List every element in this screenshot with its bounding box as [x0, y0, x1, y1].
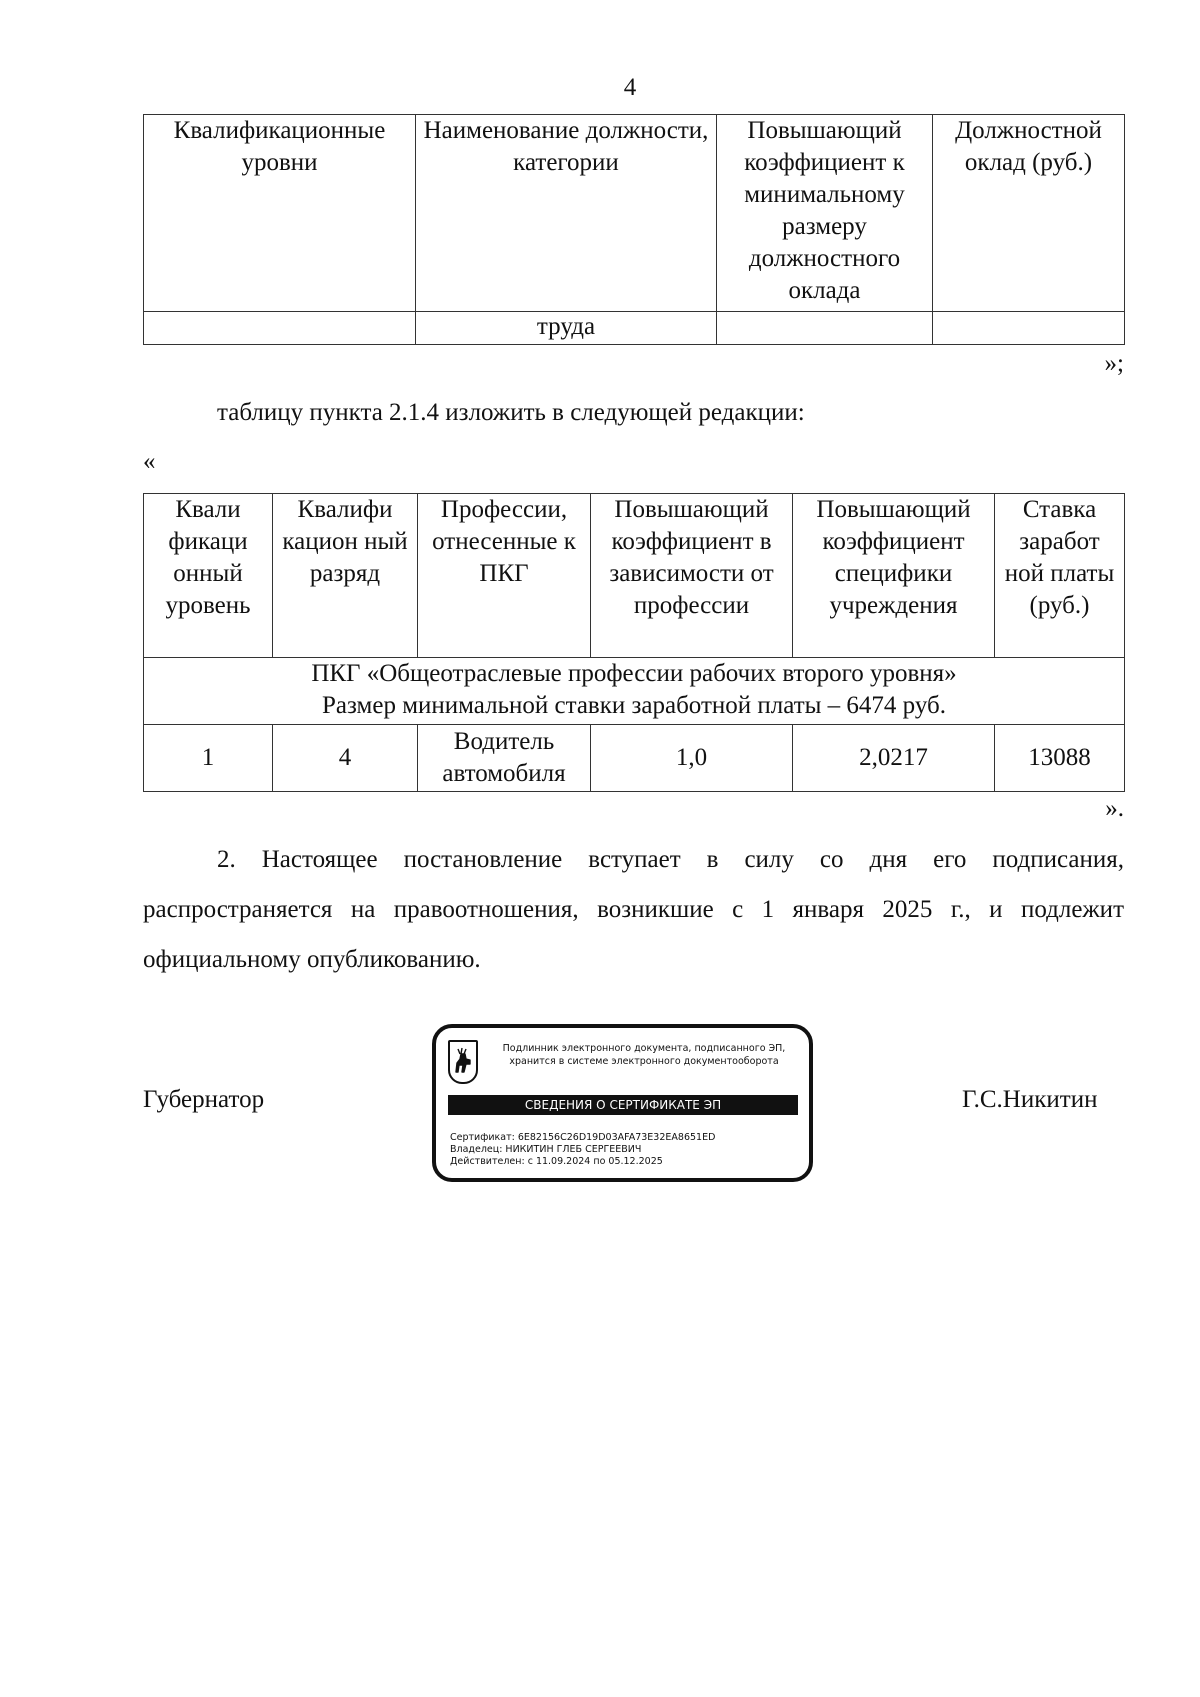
group-subtitle: Размер минимальной ставки заработной платы – 6474 руб.	[322, 692, 946, 719]
positions-table-fragment	[143, 114, 1125, 345]
table-cell: 13088	[995, 725, 1125, 792]
signer-title: Губернатор	[143, 1086, 265, 1113]
certificate-validity: Действителен: с 11.09.2024 по 05.12.2025	[450, 1156, 663, 1167]
table-cell: 2,0217	[793, 725, 995, 792]
group-cell	[144, 658, 1125, 725]
header-cell: Квалифи кацион ный разряд	[273, 494, 418, 658]
header-cell: Профессии, отнесенные к ПКГ	[418, 494, 591, 658]
stamp-banner: СВЕДЕНИЯ О СЕРТИФИКАТЕ ЭП	[448, 1095, 798, 1115]
table-header-row	[144, 115, 1125, 312]
table-cell: Водитель автомобиля	[418, 725, 591, 792]
table-cell: 4	[273, 725, 418, 792]
signature-stamp	[432, 1024, 813, 1182]
group-title: ПКГ «Общеотраслевые профессии рабочих второго уровня»	[311, 660, 957, 687]
table-row	[144, 312, 1125, 345]
header-cell: Повышающий коэффициент к минимальному размеру должностного оклада	[717, 115, 933, 312]
stamp-note-line: Подлинник электронного документа, подписанного ЭП,	[502, 1043, 786, 1054]
header-cell: Повышающий коэффициент в зависимости от профессии	[591, 494, 793, 658]
signer-name: Г.С.Никитин	[962, 1086, 1098, 1113]
header-cell: Квали фикаци онный уровень	[144, 494, 273, 658]
header-cell: Повышающий коэффициент специфики учреждения	[793, 494, 995, 658]
certificate-details	[450, 1132, 800, 1168]
closing-quote: ».	[1105, 795, 1124, 822]
header-cell: Должностной оклад (руб.)	[933, 115, 1125, 312]
header-cell: Квалификационные уровни	[144, 115, 416, 312]
table-cell: 1,0	[591, 725, 793, 792]
stamp-note-line: хранится в системе электронного документооборота	[509, 1056, 779, 1067]
page-number: 4	[623, 74, 637, 101]
table-cell	[144, 312, 416, 345]
header-cell: Ставка заработ ной платы (руб.)	[995, 494, 1125, 658]
closing-quote: »;	[1104, 350, 1124, 377]
wage-rates-table	[143, 493, 1125, 792]
paragraph: 2. Настоящее постановление вступает в силу со дня его подписания, распространяется на правоотношения, возникшие с 1 января 2025 г., и подлежит официальному опубликованию.	[143, 846, 1124, 973]
stamp-note	[484, 1042, 804, 1068]
certificate-owner: Владелец: НИКИТИН ГЛЕБ СЕРГЕЕВИЧ	[450, 1144, 642, 1155]
table-header-row	[144, 494, 1125, 658]
table-cell: труда	[416, 312, 717, 345]
group-row	[144, 658, 1125, 725]
instruction-text: таблицу пункта 2.1.4 изложить в следующей редакции:	[217, 399, 805, 426]
deer-emblem-icon	[448, 1040, 478, 1084]
opening-quote: «	[143, 448, 156, 475]
table-cell	[933, 312, 1125, 345]
header-cell: Наименование должности, категории	[416, 115, 717, 312]
table-cell: 1	[144, 725, 273, 792]
certificate-id: Сертификат: 6E82156C26D19D03AFA73E32EA8651ED	[450, 1132, 716, 1143]
table-cell	[717, 312, 933, 345]
table-row	[144, 725, 1125, 792]
